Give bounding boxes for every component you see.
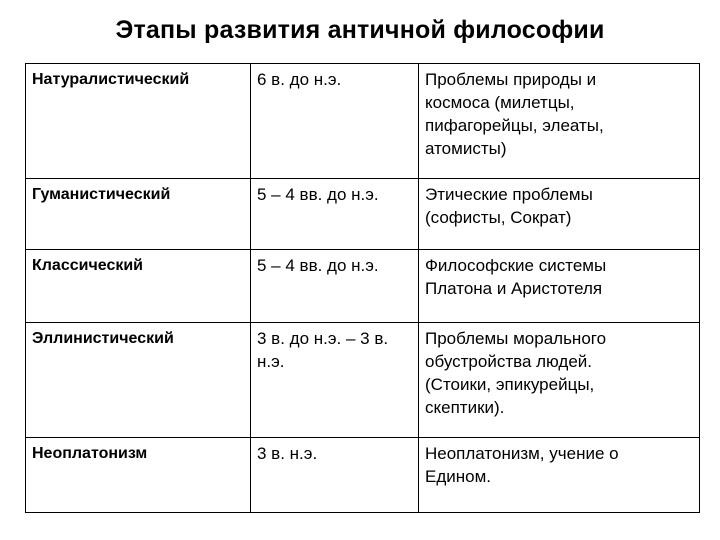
table-row <box>26 438 700 513</box>
dates-cell: 6 в. до н.э. <box>251 64 419 179</box>
stage-name-cell: Неоплатонизм <box>26 438 251 513</box>
content-cell: Проблемы морального обустройства людей. (Стоики, эпикурейцы, скептики). <box>419 323 700 438</box>
table-row <box>26 250 700 323</box>
table-row <box>26 64 700 179</box>
dates-cell: 3 в. до н.э. – 3 в. н.э. <box>251 323 419 438</box>
dates-cell: 3 в. н.э. <box>251 438 419 513</box>
dates-cell: 5 – 4 вв. до н.э. <box>251 250 419 323</box>
stage-name-cell: Гуманистический <box>26 179 251 250</box>
page-title: Этапы развития античной философии <box>115 16 605 44</box>
stage-name-cell: Эллинистический <box>26 323 251 438</box>
table-row <box>26 179 700 250</box>
stage-name-cell: Классический <box>26 250 251 323</box>
content-cell: Этические проблемы (софисты, Сократ) <box>419 179 700 250</box>
table-row <box>26 323 700 438</box>
philosophy-stages-table <box>25 63 700 513</box>
content-cell: Философские системы Платона и Аристотеля <box>419 250 700 323</box>
dates-cell: 5 – 4 вв. до н.э. <box>251 179 419 250</box>
stage-name-cell: Натуралистический <box>26 64 251 179</box>
content-cell: Неоплатонизм, учение о Едином. <box>419 438 700 513</box>
content-cell: Проблемы природы и космоса (милетцы, пифагорейцы, элеаты, атомисты) <box>419 64 700 179</box>
